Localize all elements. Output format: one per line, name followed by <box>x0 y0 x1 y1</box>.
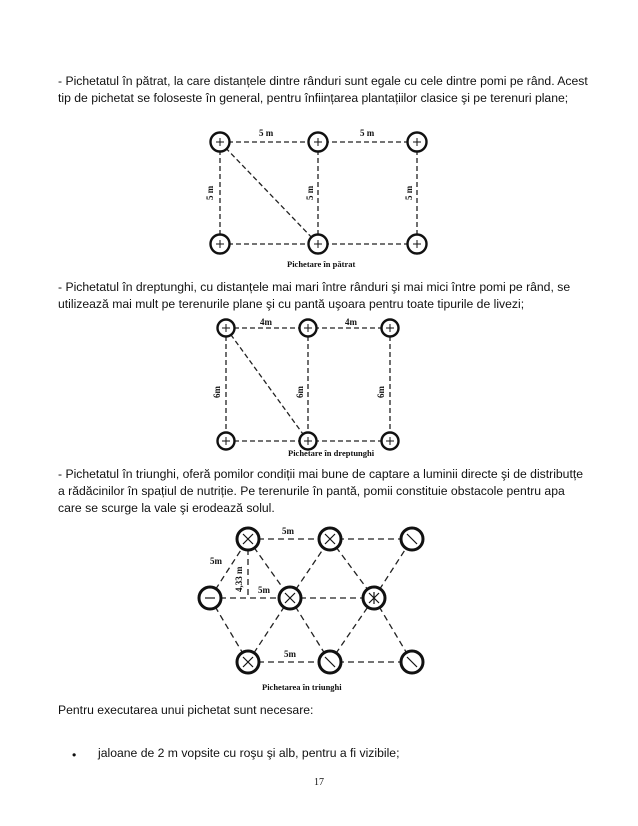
rect-caption: Pichetare în dreptunghi <box>288 448 375 458</box>
square-caption: Pichetare în pătrat <box>287 259 356 269</box>
rect-h-label-2: 4m <box>345 317 357 327</box>
figure-rectangle-layout <box>206 316 406 458</box>
rect-h-label-1: 4m <box>260 317 272 327</box>
paragraph-requirements: Pentru executarea unui pichetat sunt necesare: <box>58 703 314 717</box>
tri-mid-label: 5m <box>258 585 270 595</box>
list-item: jaloane de 2 m vopsite cu roşu şi alb, pentru a fi vizibile; <box>98 746 400 760</box>
paragraph-triangle-layout: - Pichetatul în triunghi, oferă pomilor condiții mai bune de captare a luminii directe şi de distributțe a rădăcinilor în spațiul de nutriție. Pe terenurile în pantă, pomii constituie obstacole pentru apa care se scurge la vale şi erodează solul. <box>58 467 584 515</box>
paragraph-square-layout: - Pichetatul în pătrat, la care distanțele dintre rânduri sunt egale cu cele dintre pomi pe rând. Acest tip de pichetat se foloseste în general, pentru înființarea plantațiilor clasice şi pe terenuri plane; <box>58 74 588 105</box>
square-v-label-2: 5 m <box>305 185 315 200</box>
square-v-label-3: 5 m <box>404 185 414 200</box>
rect-v-label-1: 6m <box>212 386 222 398</box>
square-v-label-1: 5 m <box>205 185 215 200</box>
triangle-caption: Pichetarea în triunghi <box>262 682 342 692</box>
figure-square-layout <box>195 124 445 270</box>
tri-top-label: 5m <box>282 526 294 536</box>
paragraph-rectangle-layout: - Pichetatul în dreptunghi, cu distanțele mai mari între rânduri şi mai mici între pomi pe rând, se utilizează mai mult pe terenurile plane şi cu pantă uşoara pentru toate tipurile de livezi; <box>58 280 571 311</box>
rect-v-label-2: 6m <box>295 386 305 398</box>
page-number: 17 <box>314 777 324 788</box>
tri-bottom-label: 5m <box>284 649 296 659</box>
list-bullet: • <box>72 748 77 762</box>
tri-left-label: 5m <box>210 556 222 566</box>
square-h-label-1: 5 m <box>259 128 274 138</box>
rect-v-label-3: 6m <box>376 386 386 398</box>
tri-height-label: 4,33 m <box>234 566 244 592</box>
square-h-label-2: 5 m <box>360 128 375 138</box>
figure-triangle-layout <box>190 522 440 694</box>
